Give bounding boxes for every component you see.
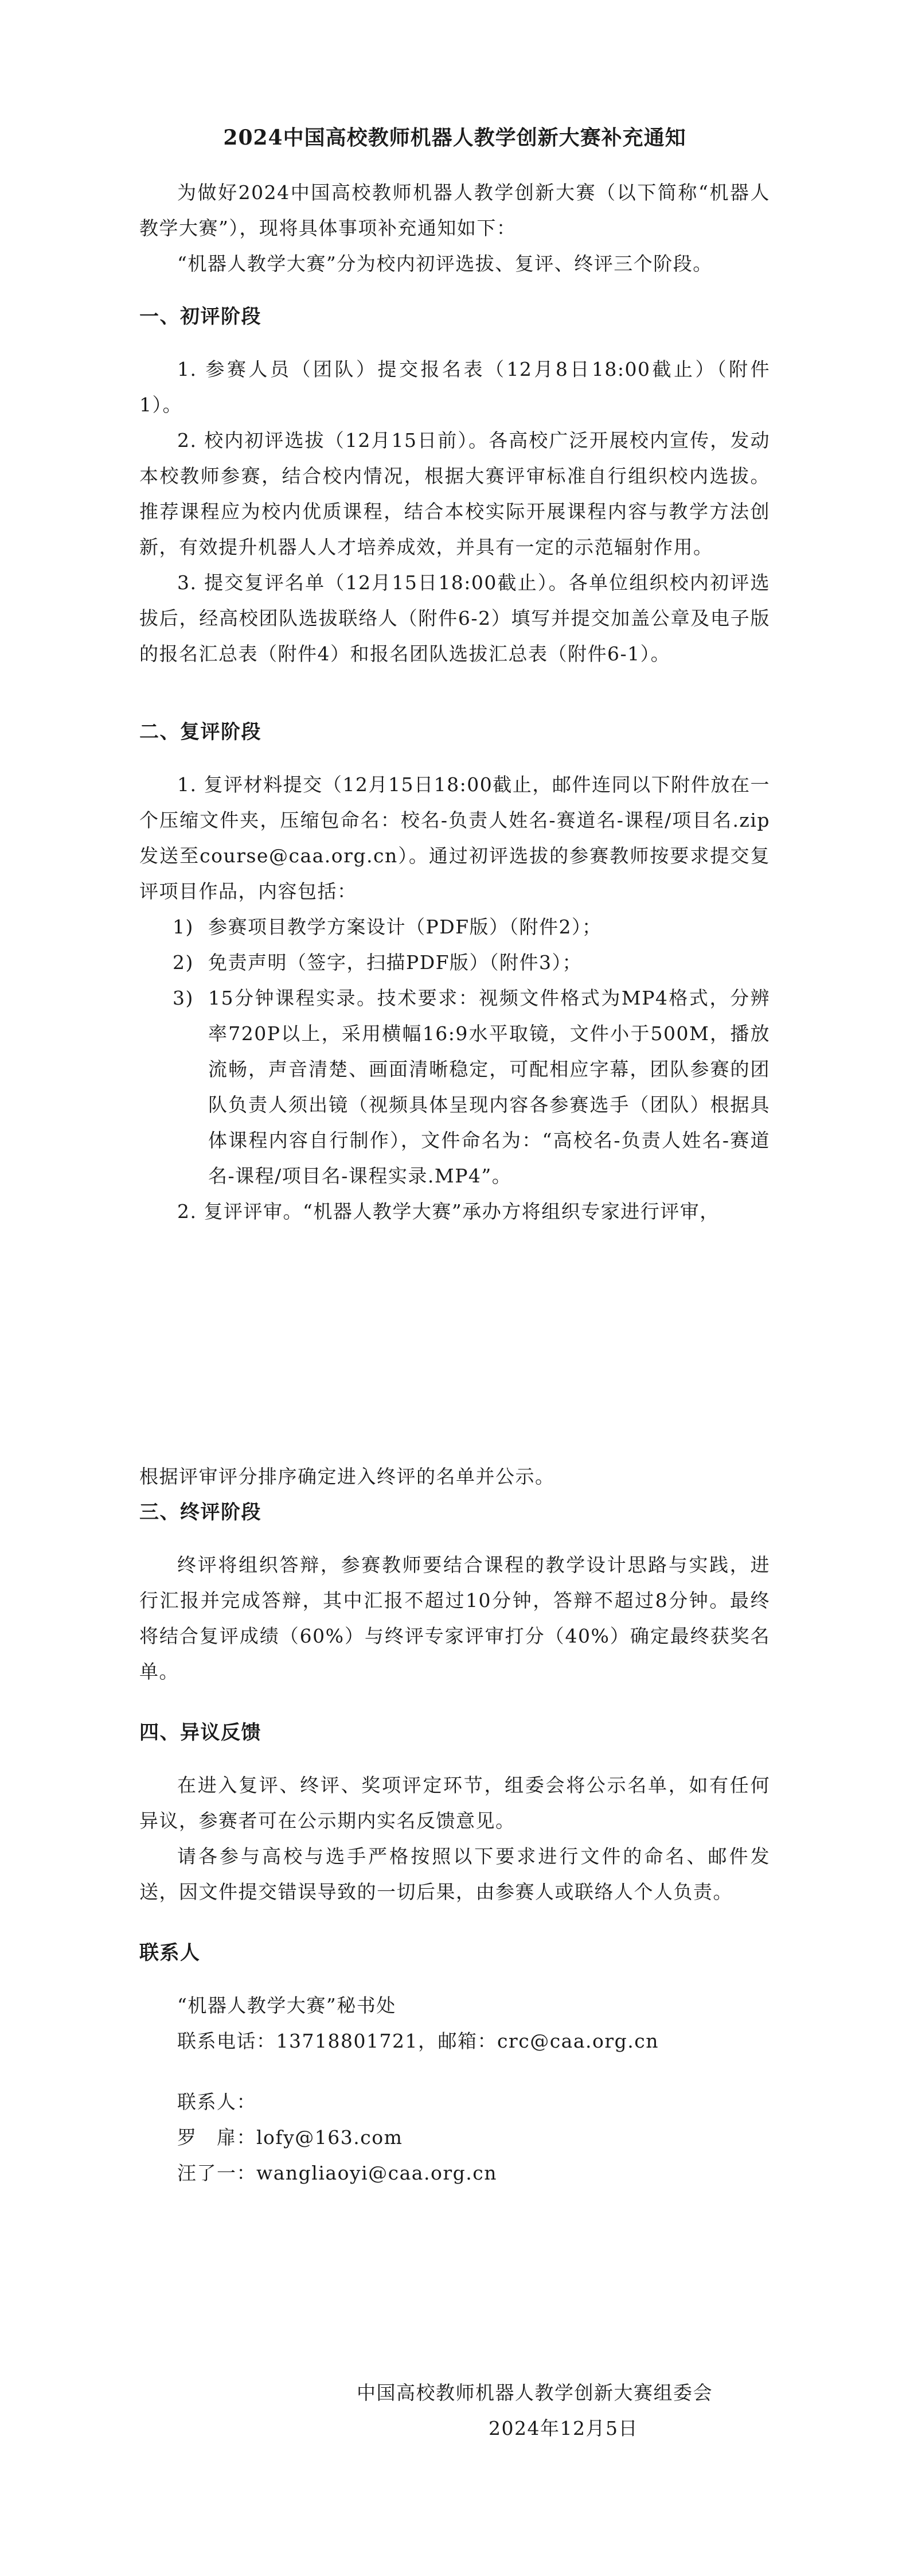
objection-paragraph-2: 请各参与高校与选手严格按照以下要求进行文件的命名、邮件发送，因文件提交错误导致的一切后果，由参赛人或联络人个人负责。 <box>139 1845 770 1903</box>
section-heading-initial-review: 一、初评阶段 <box>139 305 261 328</box>
issuing-organization: 中国高校教师机器人教学创新大赛组委会 <box>357 2382 713 2404</box>
objection-paragraph-1: 在进入复评、终评、奖项评定环节，组委会将公示名单，如有任何异议，参赛者可在公示期内实名反馈意见。 <box>139 1774 770 1832</box>
contact-person-2: 汪了一：wangliaoyi@caa.org.cn <box>177 2162 497 2184</box>
initial-review-item-1: 1. 参赛人员（团队）提交报名表（12月8日18:00截止）（附件1）。 <box>139 358 770 416</box>
initial-review-item-2: 2. 校内初评选拔（12月15日前）。各高校广泛开展校内宣传，发动本校教师参赛，结合校内情况，根据大赛评审标准自行组织校内选拔。推荐课程应为校内优质课程，结合本校实际开展课程内容与教学方法创新，有效提升机器人人才培养成效，并具有一定的示范辐射作用。 <box>139 429 770 558</box>
contact-people-label: 联系人： <box>177 2091 256 2113</box>
list-item <box>173 909 770 945</box>
intro-paragraph-2: “机器人教学大赛”分为校内初评选拔、复评、终评三个阶段。 <box>177 252 713 275</box>
contact-heading: 联系人 <box>139 1941 201 1964</box>
issue-date: 2024年12月5日 <box>489 2417 638 2439</box>
contact-office: “机器人教学大赛”秘书处 <box>177 1994 396 2017</box>
list-item-text: 免责声明（签字，扫描PDF版）（附件3）； <box>208 951 583 974</box>
list-item-number: 1) <box>173 916 194 938</box>
section-heading-objection-feedback: 四、异议反馈 <box>139 1721 261 1744</box>
list-item-number: 3) <box>173 987 194 1009</box>
document-title: 2024中国高校教师机器人教学创新大赛补充通知 <box>223 126 686 150</box>
second-review-submission: 1. 复评材料提交（12月15日18:00截止，邮件连同以下附件放在一个压缩文件夹，压缩包命名：校名-负责人姓名-赛道名-课程/项目名.zip发送至course@caa.org.cn）。通过初评选拔的参赛教师按要求提交复评项目作品，内容包括： <box>139 773 770 902</box>
document-body <box>139 122 770 2191</box>
signature-block <box>139 2375 770 2446</box>
initial-review-item-3: 3. 提交复评名单（12月15日18:00截止）。各单位组织校内初评选拔后，经高校团队选拔联络人（附件6-2）填写并提交加盖公章及电子版的报名汇总表（附件4）和报名团队选拔汇总表（附件6-1）。 <box>139 571 770 665</box>
second-review-evaluation: 2. 复评评审。“机器人教学大赛”承办方将组织专家进行评审， <box>177 1200 720 1223</box>
list-item <box>173 945 770 980</box>
contact-person-1: 罗 扉：lofy@163.com <box>177 2126 403 2149</box>
final-review-paragraph: 终评将组织答辩，参赛教师要结合课程的教学设计思路与实践，进行汇报并完成答辩，其中汇报不超过10分钟，答辩不超过8分钟。最终将结合复评成绩（60%）与终评专家评审打分（40%）确定最终获奖名单。 <box>139 1554 770 1683</box>
section-heading-second-review: 二、复评阶段 <box>139 721 261 744</box>
contact-block <box>139 1988 770 2191</box>
contact-phone-email: 联系电话：13718801721，邮箱：crc@caa.org.cn <box>177 2030 659 2052</box>
second-review-materials-list <box>173 909 770 1194</box>
second-review-evaluation-continued: 根据评审评分排序确定进入终评的名单并公示。 <box>139 1465 555 1488</box>
list-item-text: 15分钟课程实录。技术要求：视频文件格式为MP4格式，分辨率720P以上，采用横幅16:9水平取镜，文件小于500M，播放流畅，声音清楚、画面清晰稳定，可配相应字幕，团队参赛的团队负责人须出镜（视频具体呈现内容各参赛选手（团队）根据具体课程内容自行制作），文件命名为：“高校名-负责人姓名-赛道名-课程/项目名-课程实录.MP4”。 <box>208 987 770 1187</box>
section-heading-final-review: 三、终评阶段 <box>139 1501 261 1524</box>
list-item-number: 2) <box>173 951 194 974</box>
list-item <box>173 980 770 1194</box>
list-item-text: 参赛项目教学方案设计（PDF版）（附件2）； <box>208 916 602 938</box>
intro-paragraph-1: 为做好2024中国高校教师机器人教学创新大赛（以下简称“机器人教学大赛”），现将具体事项补充通知如下： <box>139 181 770 239</box>
page-break-blank-area <box>139 1229 770 1459</box>
